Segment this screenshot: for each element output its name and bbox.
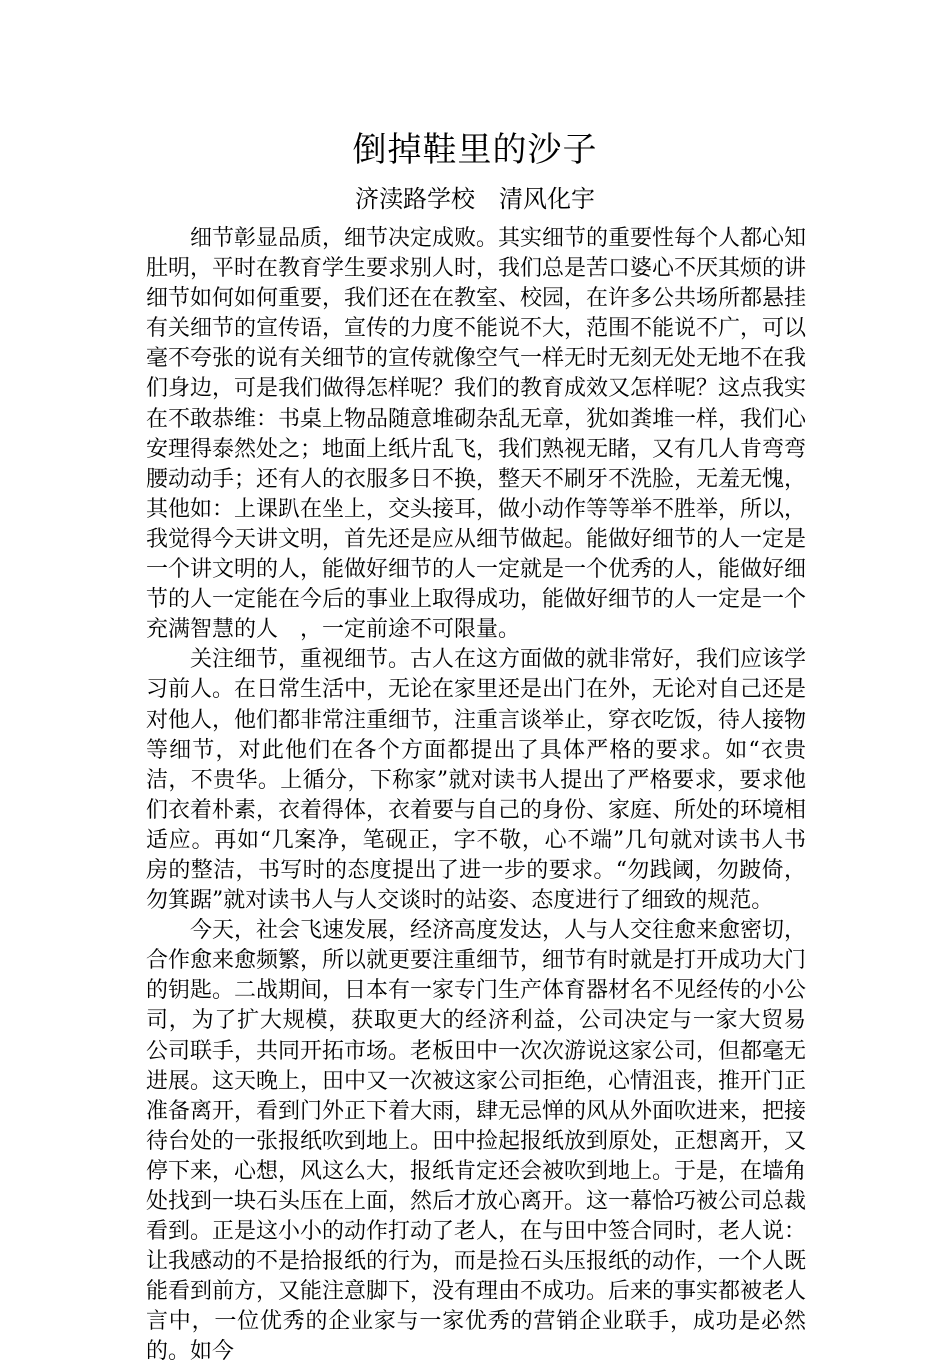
paragraph: 关注细节，重视细节。古人在这方面做的就非常好，我们应该学习前人。在日常生活中，无论在家里还是出门在外，无论对自己还是对他人，他们都非常注重细节，注重言谈举止，穿衣吃饭，待人接物等细节，对此他们在各个方面都提出了具体严格的要求。如“衣贵洁，不贵华。上循分，下称家”就对读书人提出了严格要求，要求他们衣着朴素，衣着得体，衣着要与自己的身份、家庭、所处的环境相适应。再如“几案净，笔砚正，字不敬，心不端”几句就对读书人书房的整洁，书写时的态度提出了进一步的要求。“勿践阈，勿跛倚，勿箕踞”就对读书人与人交谈时的站姿、态度进行了细致的规范。 [146,647,807,914]
paragraph: 细节彰显品质，细节决定成败。其实细节的重要性每个人都心知肚明，平时在教育学生要求别人时，我们总是苦口婆心不厌其烦的讲细节如何如何重要，我们还在在教室、校园，在许多公共场所都悬挂有关细节的宣传语，宣传的力度不能说不大，范围不能说不广，可以毫不夸张的说有关细节的宣传就像空气一样无时无刻无处无地不在我们身边，可是我们做得怎样呢？我们的教育成效又怎样呢？这点我实在不敢恭维：书桌上物品随意堆砌杂乱无章，犹如粪堆一样，我们心安理得泰然处之；地面上纸片乱飞，我们熟视无睹，又有几人肯弯弯腰动动手；还有人的衣服多日不换，整天不刷牙不洗脸，无羞无愧，其他如：上课趴在坐上，交头接耳，做小动作等等举不胜举，所以，我觉得今天讲文明，首先还是应从细节做起。能做好细节的人一定是一个讲文明的人，能做好细节的人一定就是一个优秀的人，能做好细节的人一定能在今后的事业上取得成功，能做好细节的人一定是一个充满智慧的人 ，一定前途不可限量。 [146,226,807,643]
author-line: 济渎路学校 清风化宇 [355,185,595,213]
document-body [146,224,829,1368]
paragraph: 今天，社会飞速发展，经济高度发达，人与人交往愈来愈密切，合作愈来愈频繁，所以就更要注重细节，细节有时就是打开成功大门的钥匙。二战期间，日本有一家专门生产体育器材名不见经传的小公司，为了扩大规模，获取更大的经济利益，公司决定与一家大贸易 公司联手，共同开拓市场。老板田中一次次游说这家公司，但都毫无进展。这天晚上，田中又一次被这家公司拒绝，心情沮丧，推开门正准备离开，看到门外正下着大雨，肆无忌惮的风从外面吹进来，把接待台处的一张报纸吹到地上。田中捡起报纸放到原处，正想离开，又停下来，心想，风这么大，报纸肯定还会被吹到地上。于是，在墙角处找到一块石头压在上面，然后才放心离开。这一幕恰巧被公司总裁看到。正是这小小的动作打动了老人，在与田中签合同时，老人说：让我感动的不是拾报纸的行为，而是捡石头压报纸的动作，一个人既能看到前方，又能注意脚下，没有理由不成功。后来的事实都被老人言中，一位优秀的企业家与一家优秀的营销企业联手，成功是必然的。如今 [146,918,829,1365]
document-title: 倒掉鞋里的沙子 [352,130,598,170]
